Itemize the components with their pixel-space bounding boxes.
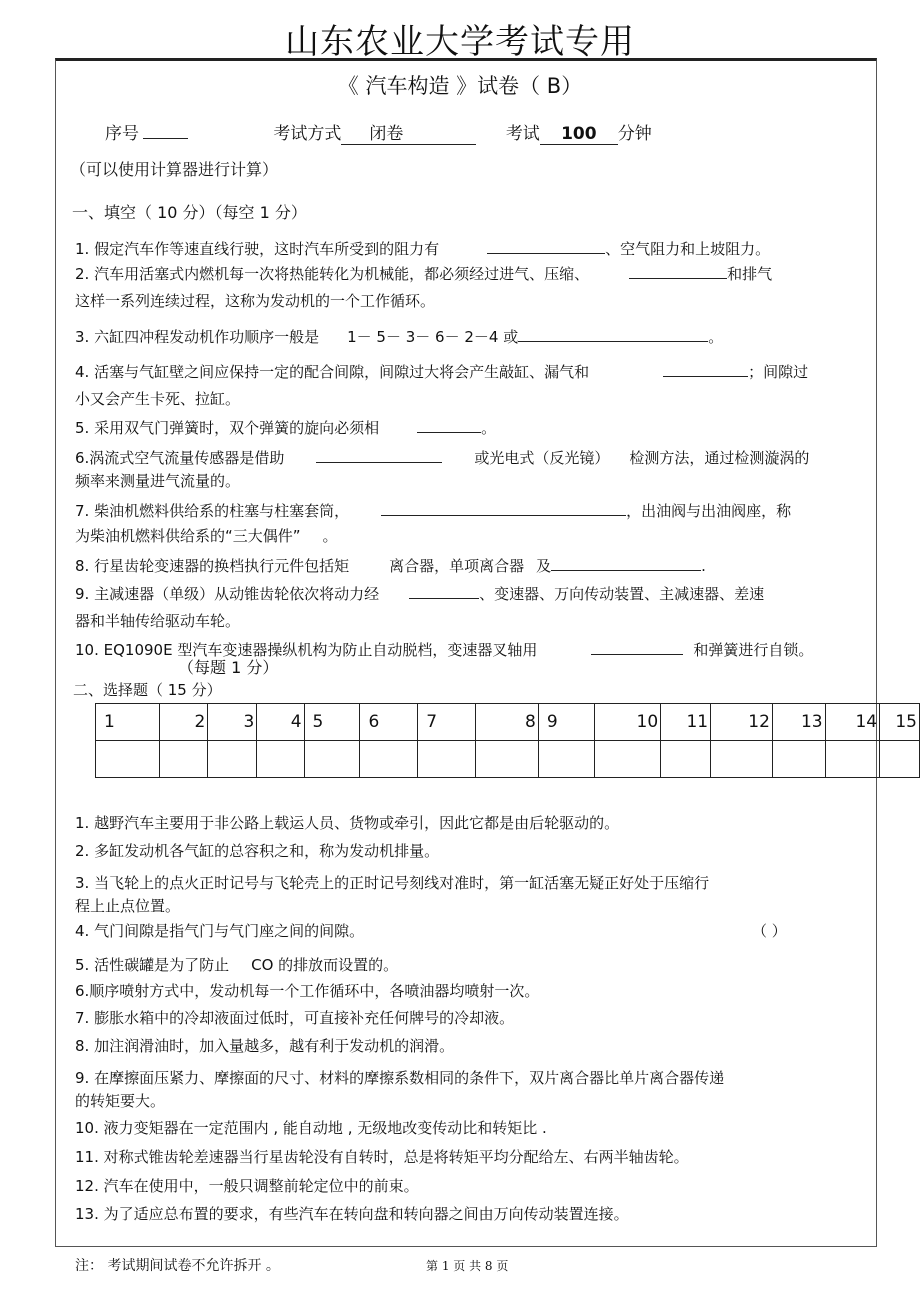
q2-blank[interactable]: [629, 264, 727, 279]
q6-blank[interactable]: [316, 448, 442, 463]
footer-note: 注： 考试期间试卷不允许拆开 。: [75, 1258, 280, 1274]
question-number-cell: 11: [661, 704, 711, 741]
score-note: （每题 1 分）: [178, 658, 279, 677]
judgment-11: 11. 对称式锥齿轮差速器当行星齿轮没有自转时，总是将转矩平均分配给左、右两半轴齿轮。: [75, 1148, 689, 1166]
q8-blank[interactable]: [551, 556, 701, 571]
question-number-cell: 6: [360, 704, 418, 741]
time-unit: 分钟: [617, 124, 652, 144]
q6-text: 6.涡流式空气流量传感器是借助: [75, 449, 285, 467]
answer-cell[interactable]: [825, 741, 880, 778]
judgment-12: 12. 汽车在使用中，一般只调整前轮定位中的前束。: [75, 1177, 419, 1195]
q1-text-end: 、空气阻力和上坡阻力。: [605, 240, 771, 258]
mode-label: 考试方式: [273, 124, 342, 144]
q10-blank[interactable]: [591, 640, 683, 655]
question-number-cell: 14: [825, 704, 880, 741]
judgment-2: 2. 多缸发动机各气缸的总容积之和，称为发动机排量。: [75, 842, 440, 860]
answer-cell[interactable]: [360, 741, 418, 778]
q7-text-cont: 为柴油机燃料供给系的“三大偶件”: [75, 527, 301, 545]
question-number-cell: 9: [538, 704, 594, 741]
q8-end: .: [701, 557, 706, 575]
answer-cell[interactable]: [711, 741, 773, 778]
seq-label: 序号: [105, 124, 139, 144]
answer-cell[interactable]: [476, 741, 539, 778]
q4-text: 4. 活塞与气缸壁之间应保持一定的配合间隙，间隙过大将会产生敲缸、漏气和: [75, 363, 590, 381]
answer-cell[interactable]: [304, 741, 360, 778]
q7-blank[interactable]: [381, 501, 626, 516]
question-number-cell: 2: [160, 704, 208, 741]
q5-text: 5. 采用双气门弹簧时，双个弹簧的旋向必须相: [75, 419, 380, 437]
q8-text: 8. 行星齿轮变速器的换档执行元件包括矩: [75, 557, 350, 575]
seq-blank[interactable]: [143, 124, 188, 139]
q3-text: 3. 六缸四冲程发动机作功顺序一般是: [75, 328, 320, 346]
answer-table: [95, 703, 920, 778]
judgment-5: 5. 活性碳罐是为了防止: [75, 956, 230, 974]
judgment-8: 8. 加注润滑油时，加入量越多，越有利于发动机的润滑。: [75, 1037, 455, 1055]
time-value: 100: [540, 124, 618, 145]
q6-text-mid: 或光电式（反光镜）: [474, 449, 610, 467]
answer-cell[interactable]: [208, 741, 257, 778]
answer-cell[interactable]: [418, 741, 476, 778]
q6-text-end: 检测方法，通过检测漩涡的: [629, 449, 810, 467]
judgment-13: 13. 为了适应总布置的要求，有些汽车在转向盘和转向器之间由万向传动装置连接。: [75, 1205, 629, 1223]
judgment-1: 1. 越野汽车主要用于非公路上载运人员、货物或牵引，因此它都是由后轮驱动的。: [75, 814, 620, 832]
exam-info-row: [105, 124, 652, 145]
q9-text-end: 、变速器、万向传动装置、主减速器、差速: [479, 585, 765, 603]
q2-text-end: 和排气: [727, 265, 773, 283]
judgment-4: 4. 气门间隙是指气门与气门座之间的间隙。: [75, 922, 365, 940]
q10-text: 10. EQ1090E 型汽车变速器操纵机构为防止自动脱档，变速器叉轴用: [75, 641, 538, 659]
question-number-cell: 8: [476, 704, 539, 741]
mode-value: 闭卷: [341, 124, 476, 145]
page-number: 第 1 页 共 8 页: [426, 1259, 509, 1273]
answer-cell[interactable]: [880, 741, 920, 778]
q8-text-mid: 离合器，单项离合器: [389, 557, 525, 575]
judgment-7: 7. 膨胀水箱中的冷却液面过低时，可直接补充任何牌号的冷却液。: [75, 1009, 515, 1027]
university-header: 山东农业大学考试专用: [285, 22, 635, 62]
judgment-10: 10. 液力变矩器在一定范围内 , 能自动地 , 无级地改变传动比和转矩比 .: [75, 1119, 547, 1137]
q5-end: 。: [481, 419, 497, 437]
q4-text-cont: 小又会产生卡死、拉缸。: [75, 390, 241, 408]
answer-cell[interactable]: [96, 741, 160, 778]
judgment-9-cont: 的转矩要大。: [75, 1092, 166, 1110]
answer-cell[interactable]: [257, 741, 304, 778]
q3-order: 1－ 5－ 3－ 6－ 2－4 或: [347, 328, 519, 346]
question-number-cell: 7: [418, 704, 476, 741]
answer-cell[interactable]: [538, 741, 594, 778]
judgment-5-end: CO 的排放而设置的。: [251, 956, 399, 974]
q1-blank[interactable]: [487, 239, 605, 254]
time-label: 考试: [505, 124, 540, 144]
answer-input-row: [96, 741, 920, 778]
q8-and: 及: [536, 557, 552, 575]
q1-text: 1. 假定汽车作等速直线行驶，这时汽车所受到的阻力有: [75, 240, 440, 258]
q3-blank[interactable]: [518, 327, 708, 342]
q2-text: 2. 汽车用活塞式内燃机每一次将热能转化为机械能，都必须经过进气、压缩、: [75, 265, 590, 283]
answer-number-row: [96, 704, 920, 741]
q7-text: 7. 柴油机燃料供给系的柱塞与柱塞套筒，: [75, 502, 350, 520]
judgment-3: 3. 当飞轮上的点火正时记号与飞轮壳上的正时记号刻线对准时，第一缸活塞无疑正好处于压缩行: [75, 874, 710, 892]
q7-end: 。: [322, 527, 338, 545]
q9-text-cont: 器和半轴传给驱动车轮。: [75, 612, 241, 630]
question-number-cell: 3: [208, 704, 257, 741]
judgment-6: 6.顺序喷射方式中，发动机每一个工作循环中，各喷油器均喷射一次。: [75, 982, 540, 1000]
answer-cell[interactable]: [661, 741, 711, 778]
q3-end: 。: [708, 328, 724, 346]
question-number-cell: 5: [304, 704, 360, 741]
q4-text-end: ；间隙过: [748, 363, 809, 381]
answer-cell[interactable]: [160, 741, 208, 778]
answer-cell[interactable]: [772, 741, 825, 778]
judgment-4-paren[interactable]: （ ）: [752, 922, 787, 940]
calc-note: （可以使用计算器进行计算）: [70, 160, 279, 179]
question-number-cell: 4: [257, 704, 304, 741]
q2-text-cont: 这样一系列连续过程，这称为发动机的一个工作循环。: [75, 292, 436, 310]
q6-text-cont: 频率来测量进气流量的。: [75, 472, 241, 490]
answer-cell[interactable]: [594, 741, 660, 778]
q5-blank[interactable]: [417, 418, 481, 433]
question-number-cell: 12: [711, 704, 773, 741]
q10-text-end: 和弹簧进行自锁。: [693, 641, 814, 659]
question-number-cell: 10: [594, 704, 660, 741]
section1-title: 一、填空（ 10 分）（每空 1 分）: [72, 203, 307, 222]
q9-blank[interactable]: [409, 584, 479, 599]
question-number-cell: 1: [96, 704, 160, 741]
q4-blank[interactable]: [663, 362, 748, 377]
q7-text-end: ，出油阀与出油阀座，称: [626, 502, 792, 520]
judgment-3-cont: 程上止点位置。: [75, 897, 181, 915]
question-number-cell: 15: [880, 704, 920, 741]
judgment-9: 9. 在摩擦面压紧力、摩擦面的尺寸、材料的摩擦系数相同的条件下，双片离合器比单片离合器传递: [75, 1069, 725, 1087]
section2-title: 二、选择题（ 15 分）: [73, 681, 222, 699]
question-number-cell: 13: [772, 704, 825, 741]
q9-text: 9. 主减速器（单级）从动锥齿轮依次将动力经: [75, 585, 380, 603]
exam-title: 《 汽车构造 》试卷（ B）: [337, 74, 583, 98]
